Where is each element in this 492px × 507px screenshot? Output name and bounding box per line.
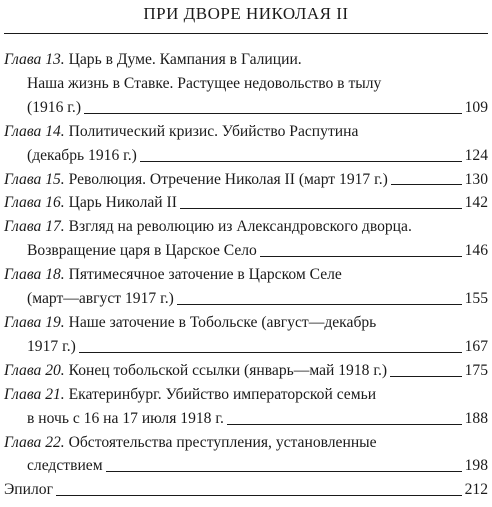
toc-entry <box>4 478 488 502</box>
dot-leader <box>391 183 462 185</box>
chapter-title-text: в ночь с 16 на 17 июля 1918 г. <box>27 409 224 427</box>
toc-entry-line <box>4 335 488 359</box>
toc-entry <box>4 168 488 192</box>
chapter-title-text: Наше заточение в Тобольске (август—декабрь <box>68 313 377 331</box>
chapter-title-text: Царь Николай II <box>68 194 177 212</box>
dot-leader <box>84 112 462 114</box>
toc-entry <box>4 431 488 479</box>
dot-leader <box>106 470 462 472</box>
page-number: 175 <box>464 361 488 379</box>
toc-entry-line <box>4 431 488 455</box>
toc-entry-line <box>4 454 488 478</box>
chapter-label: Глава 14. <box>4 122 65 140</box>
chapter-label: Глава 19. <box>4 313 65 331</box>
toc-entry <box>4 359 488 383</box>
toc-entry-line <box>4 168 488 192</box>
toc-entry <box>4 191 488 215</box>
chapter-title-text: Взгляд на революцию из Александровского дворца. <box>68 218 412 236</box>
header-rule <box>4 33 488 34</box>
toc-entry-line <box>4 287 488 311</box>
table-of-contents <box>4 48 488 502</box>
toc-entry <box>4 311 488 359</box>
page-number: 167 <box>464 337 488 355</box>
toc-entry-line <box>4 311 488 335</box>
page-number: 198 <box>464 457 488 475</box>
toc-entry-line <box>4 239 488 263</box>
toc-entry <box>4 383 488 431</box>
toc-entry-line <box>4 263 488 287</box>
chapter-label: Глава 16. <box>4 194 65 212</box>
running-header: ПРИ ДВОРЕ НИКОЛАЯ II <box>143 4 349 23</box>
chapter-title-text: Политический кризис. Убийство Распутина <box>68 122 359 140</box>
chapter-title-text: (март—август 1917 г.) <box>27 290 174 308</box>
page-number: 212 <box>464 481 488 499</box>
page-number: 155 <box>464 290 488 308</box>
page-number: 146 <box>464 242 488 260</box>
toc-entry-line <box>4 191 488 215</box>
toc-entry-line <box>4 383 488 407</box>
chapter-title-text: Царь в Думе. Кампания в Галиции. <box>68 51 302 68</box>
page-number: 130 <box>464 170 488 188</box>
chapter-title-text: Возвращение царя в Царское Село <box>27 242 257 260</box>
chapter-title-text: Наша жизнь в Ставке. Растущее недовольство в тылу <box>27 74 382 92</box>
chapter-title-text: Эпилог <box>4 481 53 499</box>
chapter-label: Глава 20. <box>4 361 65 379</box>
chapter-label: Глава 17. <box>4 218 65 236</box>
chapter-title-text: Революция. Отречение Николая II (март 1917 г.) <box>68 170 388 188</box>
toc-entry-line <box>4 478 488 502</box>
chapter-label: Глава 13. <box>4 51 65 68</box>
toc-entry-line <box>4 96 488 120</box>
chapter-label: Глава 15. <box>4 170 65 188</box>
dot-leader <box>390 375 462 377</box>
chapter-label: Глава 21. <box>4 385 65 403</box>
chapter-title-text: Конец тобольской ссылки (январь—май 1918 г.) <box>68 361 388 379</box>
dot-leader <box>260 255 462 257</box>
page-number: 124 <box>464 146 488 164</box>
toc-entry-line <box>4 72 488 96</box>
dot-leader <box>140 160 462 162</box>
toc-entry <box>4 263 488 311</box>
page-number: 109 <box>464 98 488 116</box>
chapter-label: Глава 22. <box>4 433 65 451</box>
chapter-title-text: (1916 г.) <box>27 98 82 116</box>
toc-entry-line <box>4 144 488 168</box>
toc-entry <box>4 215 488 263</box>
page-number: 142 <box>464 194 488 212</box>
dot-leader <box>79 351 462 353</box>
chapter-title-text: (декабрь 1916 г.) <box>27 146 137 164</box>
chapter-title-text: 1917 г.) <box>27 337 76 355</box>
toc-entry-line <box>4 359 488 383</box>
chapter-title-text: Пятимесячное заточение в Царском Селе <box>68 266 342 284</box>
dot-leader <box>227 423 462 425</box>
toc-entry-line <box>4 407 488 431</box>
chapter-title-text: следствием <box>27 457 103 475</box>
toc-entry-line <box>4 120 488 144</box>
dot-leader <box>56 494 462 496</box>
toc-entry-line <box>4 215 488 239</box>
dot-leader <box>177 303 462 305</box>
chapter-title-text: Екатеринбург. Убийство императорской семьи <box>68 385 377 403</box>
toc-entry-line <box>4 48 488 72</box>
toc-entry <box>4 120 488 168</box>
toc-entry <box>4 48 488 120</box>
page-number: 188 <box>464 409 488 427</box>
chapter-title-text: Обстоятельства преступления, установленные <box>68 433 377 451</box>
chapter-label: Глава 18. <box>4 266 65 284</box>
dot-leader <box>180 207 462 209</box>
